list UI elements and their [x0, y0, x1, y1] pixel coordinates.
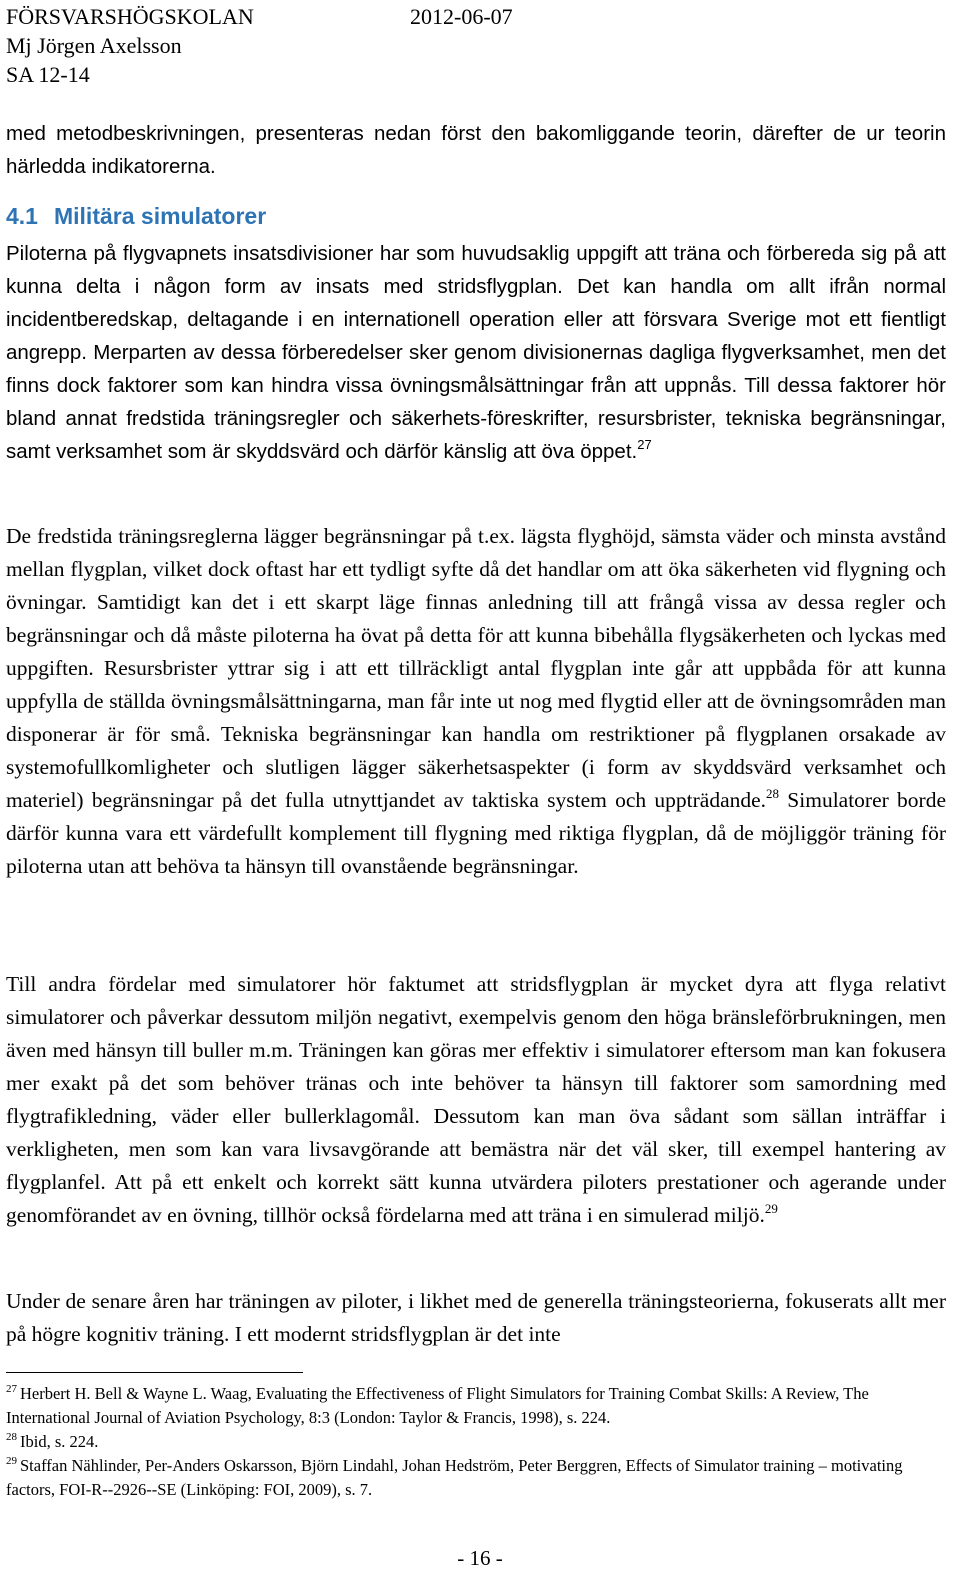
footnotes — [6, 1382, 931, 1502]
footnote-text: Herbert H. Bell & Wayne L. Waag, Evaluating the Effectiveness of Flight Simulators for Training Combat Skills: A Review, The International Journal of Aviation Psychology, 8:3 (London: Taylor & Francis, 1998), s. 224. — [6, 1384, 869, 1427]
page-header — [6, 2, 566, 89]
footnote-number: 28 — [6, 1431, 17, 1443]
paragraph-2 — [6, 520, 946, 883]
footnote-29 — [6, 1454, 931, 1502]
footnote-ref-28: 28 — [766, 786, 780, 801]
intro-paragraph: med metodbeskrivningen, presenteras nedan först den bakomliggande teorin, därefter de ur teorin härledda indikatorerna. — [6, 122, 946, 178]
institution-name: FÖRSVARSHÖGSKOLAN — [6, 4, 254, 29]
footnote-27 — [6, 1382, 931, 1430]
footnote-separator — [6, 1372, 303, 1373]
footnote-28 — [6, 1430, 931, 1454]
paragraph-2-text-a: De fredstida träningsreglerna lägger begränsningar på t.ex. lägsta flyghöjd, sämsta väder och minsta avstånd mellan flygplan, vilket dock oftast har ett tydligt syfte då det handlar om att öka säkerheten vid flygning och övningar. Samtidigt kan det i ett skarpt läge finnas anledning till att frångå vissa av dessa regler och begränsningar och då måste piloterna ha övat på detta för att kunna bibehålla flygsäkerheten och lyckas med uppgiften. Resursbrister yttrar sig i att ett tillräckligt antal flygplan inte går att uppbåda för att kunna uppfylla de ställda övningsmålsättningarna, man får inte ut nog med flygtid eller att de övningsområden man disponerar är för små. Tekniska begränsningar kan handla om restriktioner på flygplanen orsakade av systemofullkomligheter och slutligen lägger säkerhetsaspekter (i form av skyddsvärd verksamhet och materiel) begränsningar på det fulla utnyttjandet av taktiska system och uppträdande. — [6, 524, 946, 812]
section-number: 4.1 — [6, 203, 38, 229]
footnote-number: 29 — [6, 1455, 17, 1467]
section-heading — [6, 201, 266, 231]
course-code: SA 12-14 — [6, 62, 90, 87]
footnote-text: Ibid, s. 224. — [20, 1432, 99, 1451]
paragraph-1-text: Piloterna på flygvapnets insatsdivisioner har som huvudsaklig uppgift att träna och förbereda sig på att kunna delta i någon form av insats med stridsflygplan. Det kan handla om allt ifrån normal incidentberedskap, deltagande i en internationell operation eller att försvara Sverige mot ett fientligt angrepp. Merparten av dessa förberedelser sker genom divisionernas dagliga flygverksamhet, men det finns dock faktorer som kan hindra vissa övningsmålsättningar från att uppnås. Till dessa faktorer hör bland annat fredstida träningsregler och säkerhets-föreskrifter, resursbrister, tekniska begränsningar, samt verksamhet som är skyddsvärd och därför känslig att öva öppet. — [6, 242, 946, 463]
page-number: - 16 - — [457, 1546, 503, 1570]
paragraph-4: Under de senare åren har träningen av piloter, i likhet med de generella träningsteorierna, fokuserats allt mer på högre kognitiv träning. I ett modernt stridsflygplan är det inte — [6, 1289, 946, 1346]
paragraph-3-text: Till andra fördelar med simulatorer hör faktumet att stridsflygplan är mycket dyra att flyga relativt simulatorer och påverkar dessutom miljön negativt, exempelvis genom den höga bränsleförbrukningen, men även med hänsyn till buller m.m. Träningen kan göras mer effektiv i simulatorer eftersom man kan fokusera mer exakt på det som behöver tränas och inte behöver ta hänsyn till faktorer som samordning med flygtrafikledning, väder eller bullerklagomål. Dessutom kan man öva sådant som sällan inträffar i verkligheten, men som kan vara livsavgörande att bemästra när det väl sker, till exempel hantering av flygplanfel. Att på ett enkelt och korrekt sätt kunna utvärdera piloters prestationer och agerande under genomförandet av en övning, tillhör också fördelarna med att träna i en simulerad miljö. — [6, 972, 946, 1227]
footnote-ref-27: 27 — [637, 437, 652, 452]
paragraph-1 — [6, 237, 946, 468]
paragraph-3 — [6, 968, 946, 1232]
section-title: Militära simulatorer — [53, 203, 267, 229]
document-date: 2012-06-07 — [410, 4, 513, 29]
author-name: Mj Jörgen Axelsson — [6, 33, 182, 58]
footnote-text: Staffan Nählinder, Per-Anders Oskarsson, Björn Lindahl, Johan Hedström, Peter Berggren, Effects of Simulator training – motivating factors, FOI-R--2926--SE (Linköping: FOI, 2009), s. 7. — [6, 1456, 903, 1499]
footnote-ref-29: 29 — [764, 1201, 778, 1216]
footnote-number: 27 — [6, 1383, 17, 1395]
paragraph-2-text-b: Simulatorer borde därför kunna vara ett värdefullt komplement till flygning med riktiga flygplan, då de möjliggör träning för piloterna utan att behöva ta hänsyn till ovanstående begränsningar. — [6, 788, 946, 878]
